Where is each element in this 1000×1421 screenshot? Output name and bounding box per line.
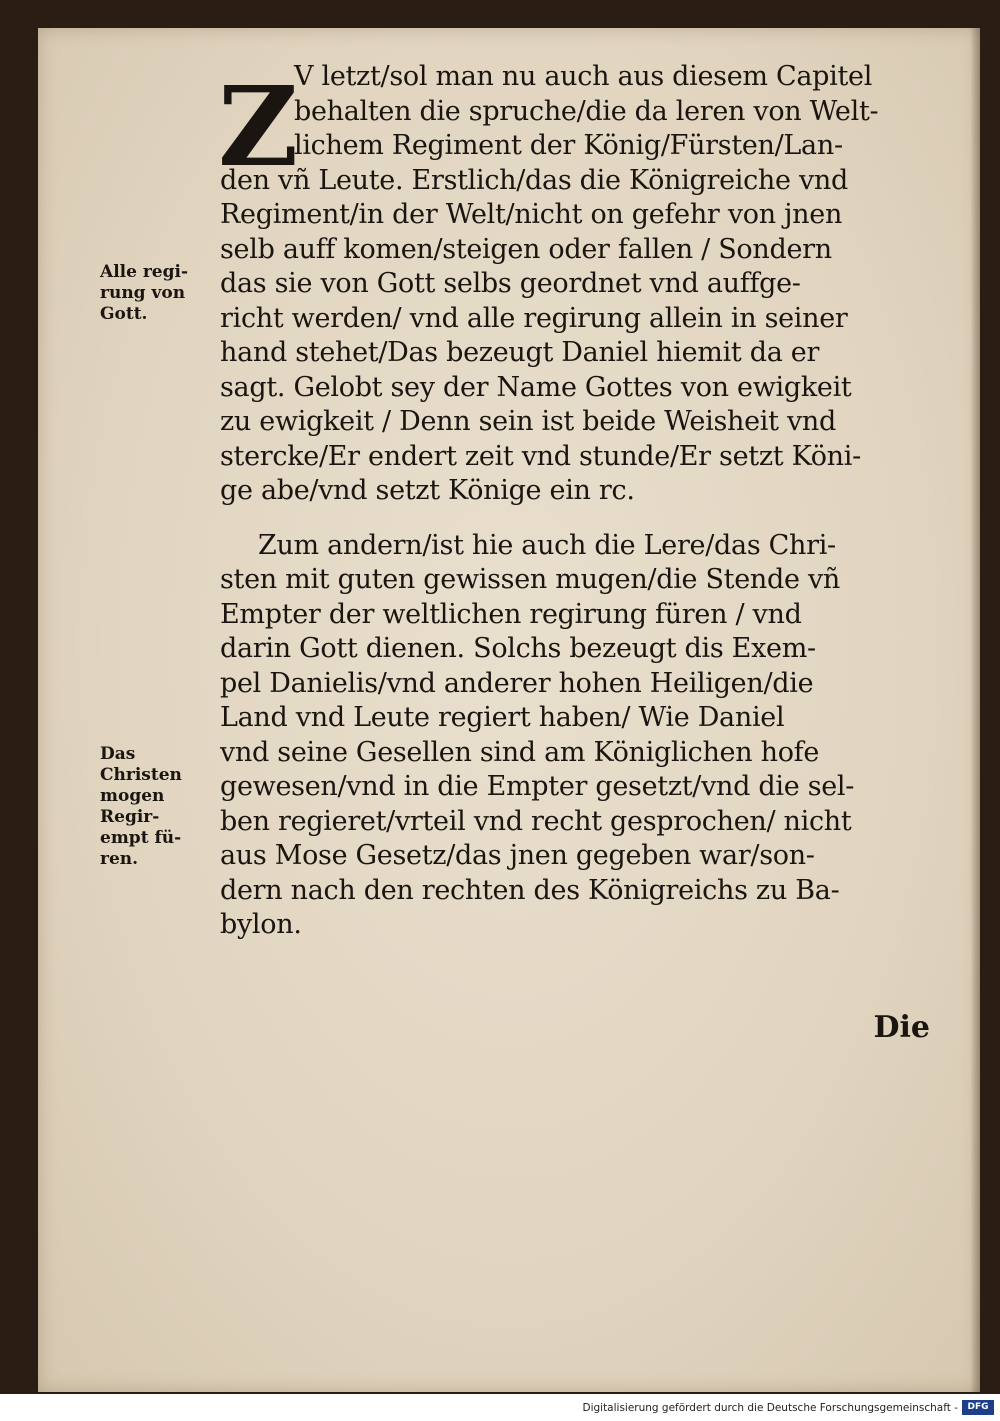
dfg-logo: DFG <box>962 1400 994 1415</box>
text-line: gewesen/vnd in die Empter gesetzt/vnd die sel- <box>220 771 855 802</box>
paragraph-2 <box>220 529 910 943</box>
text-line: aus Mose Gesetz/das jnen gegeben war/son- <box>220 840 815 871</box>
text-line: Zum andern/ist hie auch die Lere/das Chri- <box>258 529 836 561</box>
footer-bar <box>0 1394 1000 1421</box>
text-line: stercke/Er endert zeit vnd stunde/Er setzt Köni- <box>220 440 861 472</box>
text-line: den vñ Leute. Erstlich/das die Königreiche vnd <box>220 164 848 196</box>
text-line: V letzt/sol man nu auch aus diesem Capitel <box>294 61 873 92</box>
text-line: vnd seine Gesellen sind am Königlichen hofe <box>220 736 820 768</box>
text-line: ge abe/vnd setzt Könige ein rc. <box>220 475 635 506</box>
marginal-note-line: mogen <box>100 786 165 806</box>
marginal-note-line: rung von <box>100 283 186 303</box>
marginal-note-line: Das <box>100 744 136 764</box>
drop-capital: Z <box>218 62 299 191</box>
text-line: das sie von Gott selbs geordnet vnd auffge- <box>220 268 801 299</box>
text-line: darin Gott dienen. Solchs bezeugt dis Exem- <box>220 633 816 664</box>
marginal-note-line: Christen <box>100 765 182 785</box>
funding-credit: Digitalisierung gefördert durch die Deutsche Forschungsgemeinschaft - <box>582 1402 958 1414</box>
marginal-note-line: Gott. <box>100 304 148 324</box>
text-line: ben regieret/vrteil vnd recht gesprochen/ nicht <box>220 805 852 837</box>
main-text-block <box>220 60 910 943</box>
marginal-note-1 <box>100 262 210 325</box>
text-line: hand stehet/Das bezeugt Daniel hiemit da er <box>220 337 820 368</box>
text-line: Empter der weltlichen regirung füren / vnd <box>220 598 802 630</box>
text-line: sten mit guten gewissen mugen/die Stende vñ <box>220 564 840 595</box>
catchword: Die <box>873 1010 930 1045</box>
text-line: behalten die spruche/die da leren von Welt- <box>294 95 879 127</box>
marginal-note-line: ren. <box>100 849 139 869</box>
marginal-note-line: Alle regi- <box>100 262 189 282</box>
text-line: Regiment/in der Welt/nicht on gefehr von jnen <box>220 199 843 230</box>
text-line: selb auff komen/steigen oder fallen / Sondern <box>220 233 832 265</box>
marginal-note-line: empt fü- <box>100 828 182 848</box>
text-line: pel Danielis/vnd anderer hohen Heiligen/die <box>220 667 814 699</box>
paragraph-1 <box>220 60 910 509</box>
text-line: dern nach den rechten des Königreichs zu Ba- <box>220 874 840 906</box>
text-line: zu ewigkeit / Denn sein ist beide Weisheit vnd <box>220 406 836 437</box>
text-line: sagt. Gelobt sey der Name Gottes von ewigkeit <box>220 371 852 403</box>
text-line: Land vnd Leute regiert haben/ Wie Daniel <box>220 702 785 733</box>
page-edge-shadow <box>970 28 980 1392</box>
text-line: richt werden/ vnd alle regirung allein in seiner <box>220 302 848 334</box>
text-line: lichem Regiment der König/Fürsten/Lan- <box>294 130 843 161</box>
marginal-note-line: Regir- <box>100 807 160 827</box>
text-line: bylon. <box>220 909 302 940</box>
marginal-note-2 <box>100 744 210 870</box>
